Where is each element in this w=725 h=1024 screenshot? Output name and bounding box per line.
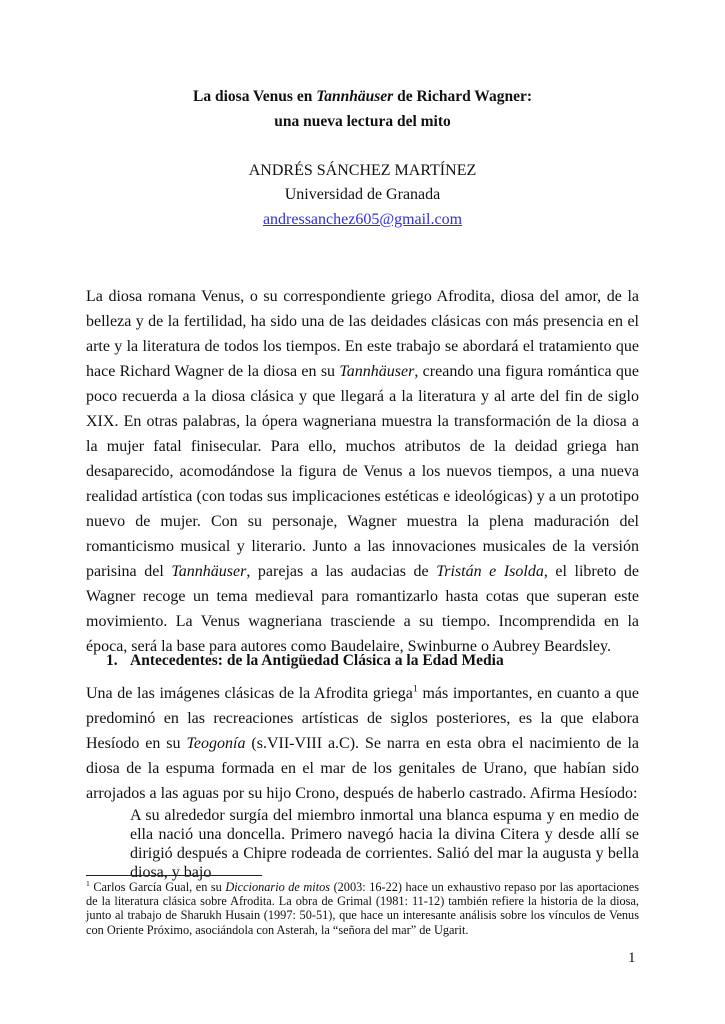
- page-number: 1: [628, 950, 636, 966]
- abstract-text: La diosa romana Venus, o su correspondiente griego Afrodita, diosa del amor, de la belleza y de la fertilidad, ha sido una de las deidades clásicas con más presencia en el arte y la literatura de todos los tiempos. En este trabajo se abordará el tratamiento que hace Richard Wagner de la diosa en su: [86, 288, 639, 380]
- footnote-text: Carlos García Gual, en su: [89, 880, 226, 894]
- section-number: 1.: [106, 652, 118, 669]
- author-email-link[interactable]: andressanchez605@gmail.com: [262, 211, 463, 228]
- abstract-italic: Tannhäuser: [171, 563, 247, 580]
- title-text: de Richard Wagner:: [393, 88, 532, 105]
- title-text: La diosa Venus en: [193, 88, 317, 105]
- abstract-paragraph: [86, 284, 639, 659]
- paragraph-text: más importantes, en cuanto a que predominó en las recreaciones artísticas de siglos posteriores, es la que elabora Hesíodo en su: [86, 685, 640, 752]
- paragraph-italic: Teogonía: [186, 735, 246, 752]
- paper-title-line-2: una nueva lectura del mito: [274, 113, 451, 130]
- abstract-italic: Tristán e Isolda: [436, 563, 544, 580]
- abstract-italic: Tannhäuser: [339, 363, 415, 380]
- author-email-wrap: [0, 211, 725, 229]
- section-heading: [106, 652, 504, 670]
- footnote-mark: 1: [86, 878, 90, 888]
- footnote-text: (2003: 16-22) hace un exhaustivo repaso por las aportaciones de la literatura clásica sobre Afrodita. La obra de Grimal (1981: 11-12) también refiere la historia de la diosa, junto al trabajo de Sharukh Husain (1997: 50-51), que hace un interesante análisis sobre los vínculos de Venus con Oriente Próximo, asociándola con Asterah, la “señora del mar” de Ugarit.: [86, 880, 639, 937]
- footnote-separator: [86, 875, 262, 876]
- section-title: Antecedentes: de la Antigüedad Clásica a la Edad Media: [130, 652, 504, 669]
- paper-title-line-1: [0, 88, 725, 106]
- abstract-text: , el libreto de Wagner recoge un tema medieval para romantizarlo hasta cotas que superan este movimiento. La Venus wagneriana trasciende a su tiempo. Incomprendida en la época, será la base para autores como Baudelaire, Swinburne o Aubrey Beardsley.: [86, 563, 639, 655]
- footnote-reference[interactable]: 1: [412, 683, 418, 695]
- author-name: ANDRÉS SÁNCHEZ MARTÍNEZ: [248, 162, 477, 179]
- footnote: [86, 880, 639, 937]
- section-paragraph: [86, 681, 639, 806]
- abstract-text: , creando una figura romántica que poco recuerda a la diosa clásica y que llegará a la literatura y al arte del fin de siglo XIX. En otras palabras, la ópera wagneriana muestra la transformación de la diosa a la mujer fatal finisecular. Para ello, muchos atributos de la deidad griega han desaparecido, acomodándose la figura de Venus a los nuevos tiempos, a una nueva realidad artística (con todas sus implicaciones estéticas e ideológicas) y a un prototipo nuevo de mujer. Con su personaje, Wagner muestra la plena maduración del romanticismo musical y literario. Junto a las innovaciones musicales de la versión parisina del: [86, 363, 639, 580]
- title-italic-text: Tannhäuser: [316, 88, 394, 105]
- paragraph-text: Una de las imágenes clásicas de la Afrodita griega: [86, 685, 413, 702]
- paragraph-text: (s.VII-VIII a.C). Se narra en esta obra el nacimiento de la diosa de la espuma formada en el mar de los genitales de Urano, que habían sido arrojados a las aguas por su hijo Crono, después de haberlo castrado. Afirma Hesíodo:: [86, 735, 640, 802]
- abstract-text: , parejas a las audacias de: [246, 563, 437, 580]
- block-quote: A su alrededor surgía del miembro inmortal una blanca espuma y en medio de ella nació una doncella. Primero navegó hacia la divina Citera y desde allí se dirigió después a Chipre rodeada de corrientes. Salió del mar la augusta y bella diosa, y bajo: [130, 807, 639, 881]
- author-affiliation: Universidad de Granada: [284, 186, 441, 203]
- footnote-italic: Diccionario de mitos: [225, 880, 331, 894]
